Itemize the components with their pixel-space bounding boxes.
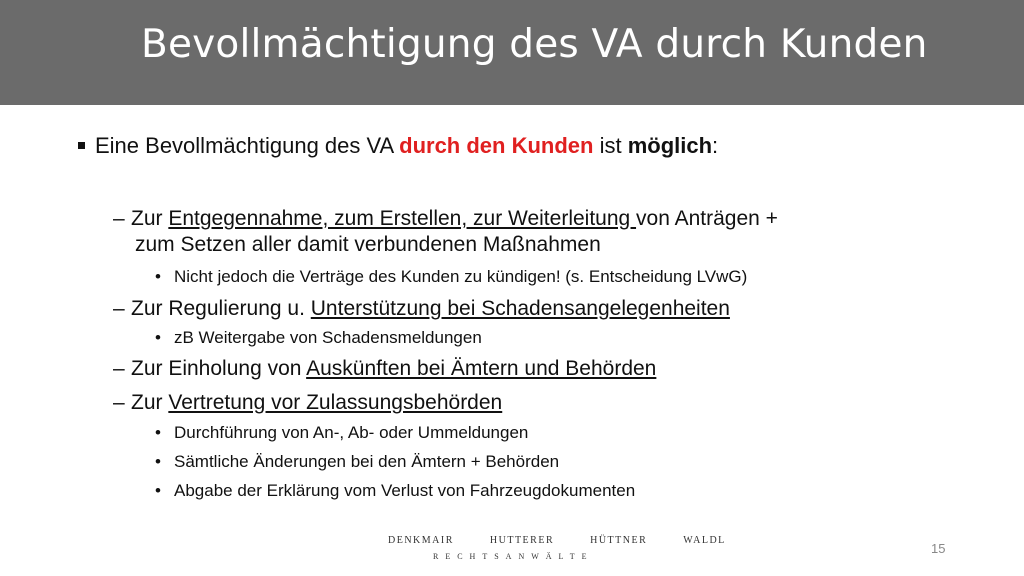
firm-name: DENKMAIR xyxy=(388,535,454,546)
item-a-rest: von Anträgen + xyxy=(636,207,778,230)
item-d-underlined: Vertretung vor Zulassungsbehörden xyxy=(168,391,503,414)
sub-item xyxy=(155,328,482,348)
page-number: 15 xyxy=(931,541,946,556)
firm-subtitle: RECHTSANWÄLTE xyxy=(433,552,594,561)
main-bullet xyxy=(78,133,718,159)
item-d-sub3: Abgabe der Erklärung vom Verlust von Fahrzeugdokumenten xyxy=(174,481,636,500)
firm-names xyxy=(388,535,762,546)
item-entgegennahme xyxy=(113,206,778,258)
item-b-lead: Zur Regulierung u. xyxy=(131,297,311,320)
main-bullet-strong: möglich xyxy=(627,133,713,158)
dash-icon: – xyxy=(113,297,125,320)
bullet-dot-icon: • xyxy=(155,328,161,347)
item-b-underlined: Unterstützung bei Schadensangelegenheiten xyxy=(310,297,730,320)
dash-icon: – xyxy=(113,357,125,380)
footer xyxy=(0,535,1024,575)
sub-item xyxy=(155,481,635,501)
item-d-lead: Zur xyxy=(131,391,169,414)
sub-item xyxy=(155,267,747,287)
slide-title: Bevollmächtigung des VA durch Kunden xyxy=(141,22,928,67)
firm-name: HUTTERER xyxy=(489,535,555,546)
item-c-lead: Zur Einholung von xyxy=(131,357,307,380)
square-bullet-icon xyxy=(78,142,85,149)
item-a-lead: Zur xyxy=(131,207,169,230)
item-regulierung xyxy=(113,296,730,322)
item-vertretung xyxy=(113,390,502,416)
firm-name: WALDL xyxy=(683,535,726,546)
dash-icon: – xyxy=(113,207,125,230)
dash-icon: – xyxy=(113,391,125,414)
bullet-dot-icon: • xyxy=(155,423,161,442)
main-bullet-middle: ist xyxy=(593,133,628,158)
item-d-sub2: Sämtliche Änderungen bei den Ämtern + Behörden xyxy=(174,452,560,471)
sub-item xyxy=(155,423,528,443)
item-c-underlined: Auskünften bei Ämtern und Behörden xyxy=(306,357,657,380)
firm-name: HÜTTNER xyxy=(590,535,648,546)
item-a-underlined: Entgegennahme, zum Erstellen, zur Weiterleitung xyxy=(168,207,637,230)
item-d-sub1: Durchführung von An-, Ab- oder Ummeldungen xyxy=(174,423,529,442)
main-bullet-prefix: Eine Bevollmächtigung des VA xyxy=(95,133,400,158)
item-einholung xyxy=(113,356,656,382)
item-a-sub1: Nicht jedoch die Verträge des Kunden zu kündigen! (s. Entscheidung LVwG) xyxy=(174,267,748,286)
bullet-dot-icon: • xyxy=(155,481,161,500)
sub-item xyxy=(155,452,559,472)
bullet-dot-icon: • xyxy=(155,452,161,471)
main-bullet-highlight: durch den Kunden xyxy=(399,133,594,158)
main-bullet-suffix: : xyxy=(712,133,719,158)
item-b-sub1: zB Weitergabe von Schadensmeldungen xyxy=(174,328,482,347)
bullet-dot-icon: • xyxy=(155,267,161,286)
item-a-line2: zum Setzen aller damit verbundenen Maßnahmen xyxy=(135,233,601,256)
